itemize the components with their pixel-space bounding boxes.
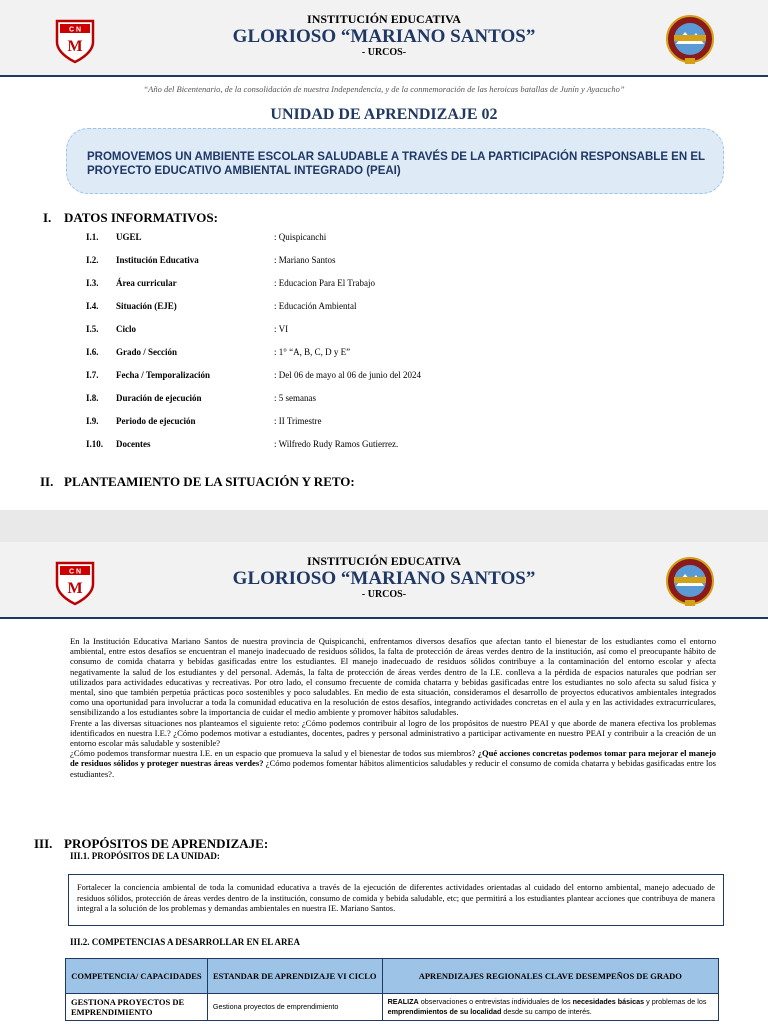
table-header-row xyxy=(66,959,719,994)
question-text: ¿Cómo podemos transformar nuestra I.E. en un espacio que promueva la salud y el bienestar de todos sus miembros? xyxy=(70,748,478,759)
performance-cell xyxy=(382,994,718,1021)
info-num: I.4. xyxy=(86,301,99,311)
institution-label: INSTITUCIÓN EDUCATIVA xyxy=(307,554,461,568)
section-title: DATOS INFORMATIVOS: xyxy=(64,210,218,225)
info-num: I.10. xyxy=(86,439,104,449)
performance-text: desde su campo de interés. xyxy=(501,1007,592,1016)
question-bold-text: ¿Qué acciones concretas podemos tomar para mejorar el manejo de residuos sólidos y proteger nuestras áreas verdes? xyxy=(70,748,717,769)
info-num: I.2. xyxy=(86,255,99,265)
unit-name-banner xyxy=(66,128,724,194)
performance-bold-text: necesidades básicas xyxy=(572,997,645,1006)
table-row xyxy=(66,994,719,1021)
school-location: - URCOS- xyxy=(361,589,407,600)
info-label: Fecha / Temporalización xyxy=(116,370,210,380)
situation-paragraph: En la Institución Educativa Mariano Santos de nuestra provincia de Quispicanchi, enfrentamos diversos desafíos que afectan tanto el bienestar de los estudiantes como el entorno ambiental, entre estos desafíos se encuentran el manejo inadecuado de residuos sólidos, la falta de protección de áreas verdes dentro de la institución, así como el preocupante hábito de consumo de comida chatarra y bebidas gasificadas entre los estudiantes. El manejo inadecuado de residuos sólidos contribuye a la contaminación del entorno escolar y afecta negativamente la salud de los estudiantes y del personal. Además, la falta de protección de áreas verdes dentro de la I.E. conlleva a la pérdida de espacios naturales que podrían ser utilizados para actividades educativas y recreativas. Por otro lado, el consumo frecuente de comida chatarra y bebidas gasificadas entre los estudiantes no solo afecta su salud física y mental, sino que también perpetúa prácticas poco sostenibles y poco saludables. En medio de esta situación, consideramos el desarrollo de proyectos educativos ambientales integrados como una oportunidad para involucrar a toda la comunidad educativa en la resolución de estos desafíos, integrando actividades concretas en el aula y en las actividades extracurriculares, sensibilizando a los estudiantes sobre la importancia de cuidar el medio ambiente y promover hábitos saludables. xyxy=(70,636,716,718)
info-label: Institución Educativa xyxy=(116,255,199,265)
info-label: Situación (EJE) xyxy=(116,301,177,311)
question-text: ¿Cómo podemos fomentar hábitos alimenticios saludables y reducir el consumo de comida chatarra y bebidas gasificadas entre los estudiantes?. xyxy=(70,758,716,779)
info-num: I.9. xyxy=(86,416,99,426)
performance-text: y problemas de los xyxy=(644,997,707,1006)
section-number: III. xyxy=(34,836,53,851)
info-label: Área curricular xyxy=(116,278,177,288)
info-value: : Wilfredo Rudy Ramos Gutierrez. xyxy=(274,439,399,449)
competencies-table xyxy=(65,958,719,1021)
info-row xyxy=(86,437,686,451)
info-row xyxy=(86,368,686,382)
school-emblem-icon xyxy=(665,556,715,608)
info-label: Ciclo xyxy=(116,324,136,334)
info-num: I.7. xyxy=(86,370,99,380)
info-row xyxy=(86,345,686,359)
info-label: Docentes xyxy=(116,439,151,449)
info-row xyxy=(86,322,686,336)
info-label: UGEL xyxy=(116,232,142,242)
year-motto: “Año del Bicentenario, de la consolidación de nuestra Independencia, y de la conmemoración de las heroicas batallas de Junín y Ayacucho” xyxy=(143,84,625,94)
competency-cell: GESTIONA PROYECTOS DE EMPRENDIMIENTO xyxy=(66,994,208,1021)
svg-text:C N: C N xyxy=(68,568,82,576)
info-num: I.8. xyxy=(86,393,99,403)
info-label: Grado / Sección xyxy=(116,347,177,357)
school-name: GLORIOSO “MARIANO SANTOS” xyxy=(232,26,536,47)
table-header-cell: COMPETENCIA/ CAPACIDADES xyxy=(66,959,208,994)
info-row xyxy=(86,276,686,290)
info-value: : Mariano Santos xyxy=(274,255,336,265)
section-title: PROPÓSITOS DE APRENDIZAJE: xyxy=(64,836,269,851)
info-num: I.3. xyxy=(86,278,99,288)
section-title: PLANTEAMIENTO DE LA SITUACIÓN Y RETO: xyxy=(64,474,355,489)
info-num: I.1. xyxy=(86,232,99,242)
subsection-title: III.1. PROPÓSITOS DE LA UNIDAD: xyxy=(70,851,220,861)
info-num: I.5. xyxy=(86,324,99,334)
table-header-cell: ESTANDAR DE APRENDIZAJE VI CICLO xyxy=(207,959,382,994)
school-name: GLORIOSO “MARIANO SANTOS” xyxy=(232,568,536,589)
school-emblem-icon xyxy=(665,14,715,66)
info-label: Periodo de ejecución xyxy=(116,416,196,426)
info-value: : Educación Ambiental xyxy=(274,301,357,311)
info-row xyxy=(86,391,686,405)
info-value: : VI xyxy=(274,324,289,334)
performance-text: observaciones o entrevistas individuales de los xyxy=(418,997,573,1006)
section-number: II. xyxy=(40,474,54,489)
page-header xyxy=(0,542,768,619)
table-header-cell: APRENDIZAJES REGIONALES CLAVE DESEMPEÑOS DE GRADO xyxy=(382,959,718,994)
subsection-title: III.2. COMPETENCIAS A DESARROLLAR EN EL AREA xyxy=(70,937,301,947)
unit-name-text: PROMOVEMOS UN AMBIENTE ESCOLAR SALUDABLE A TRAVÉS DE LA PARTICIPACIÓN RESPONSABLE EN EL PROYECTO EDUCATIVO AMBIENTAL INTEGRADO (PEAI) xyxy=(87,151,705,177)
info-value: : 5 semanas xyxy=(274,393,316,403)
info-label: Duración de ejecución xyxy=(116,393,202,403)
svg-text:M: M xyxy=(67,38,83,55)
situation-text xyxy=(70,636,716,779)
performance-verb: REALIZA xyxy=(387,997,419,1006)
document-page-2 xyxy=(0,542,768,1024)
unit-purpose-box: Fortalecer la conciencia ambiental de toda la comunidad educativa a través de la ejecución de diferentes actividades orientadas al cuidado del entorno ambiental, manejo adecuado de residuos sólidos, protección de áreas verdes dentro de la institución, consumo de comida y bebida saludable, etc; que permitirá a los estudiantes plantear acciones que contribuya de manera integral a la solución de los problemas y demandas ambientales en nuestra IE. Mariano Santos. xyxy=(68,874,724,926)
svg-text:C N: C N xyxy=(68,26,82,34)
performance-bold-text: emprendimientos de su localidad xyxy=(387,1007,502,1016)
institution-label: INSTITUCIÓN EDUCATIVA xyxy=(307,12,461,26)
document-page-1 xyxy=(0,0,768,510)
info-value: : Educacion Para El Trabajo xyxy=(274,278,375,288)
page-header xyxy=(0,0,768,77)
challenge-paragraph: Frente a las diversas situaciones nos planteamos el siguiente reto: ¿Cómo podemos contribuir al logro de los propósitos de nuestro PEAI y que aborde de manera efectiva los problemas identificados en nuestra I.E.? ¿Cómo podemos motivar a estudiantes, docentes, padres y personal administrativo a participar activamente en nuestro PEAI y contribuir a la creación de un entorno escolar más saludable y sostenible? xyxy=(70,717,716,749)
info-num: I.6. xyxy=(86,347,99,357)
info-value: : Quispicanchi xyxy=(274,232,327,242)
unit-title: UNIDAD DE APRENDIZAJE 02 xyxy=(270,106,498,123)
section-number: I. xyxy=(43,210,52,225)
info-row xyxy=(86,253,686,267)
info-row xyxy=(86,414,686,428)
standard-cell: Gestiona proyectos de emprendimiento xyxy=(207,994,382,1021)
questions-paragraph xyxy=(70,748,716,779)
svg-text:M: M xyxy=(67,580,83,597)
info-row xyxy=(86,299,686,313)
school-location: - URCOS- xyxy=(361,47,407,58)
info-row xyxy=(86,230,686,244)
info-value: : Del 06 de mayo al 06 de junio del 2024 xyxy=(274,370,421,380)
info-value: : II Trimestre xyxy=(274,416,322,426)
info-value: : 1° “A, B, C, D y E” xyxy=(274,347,351,357)
